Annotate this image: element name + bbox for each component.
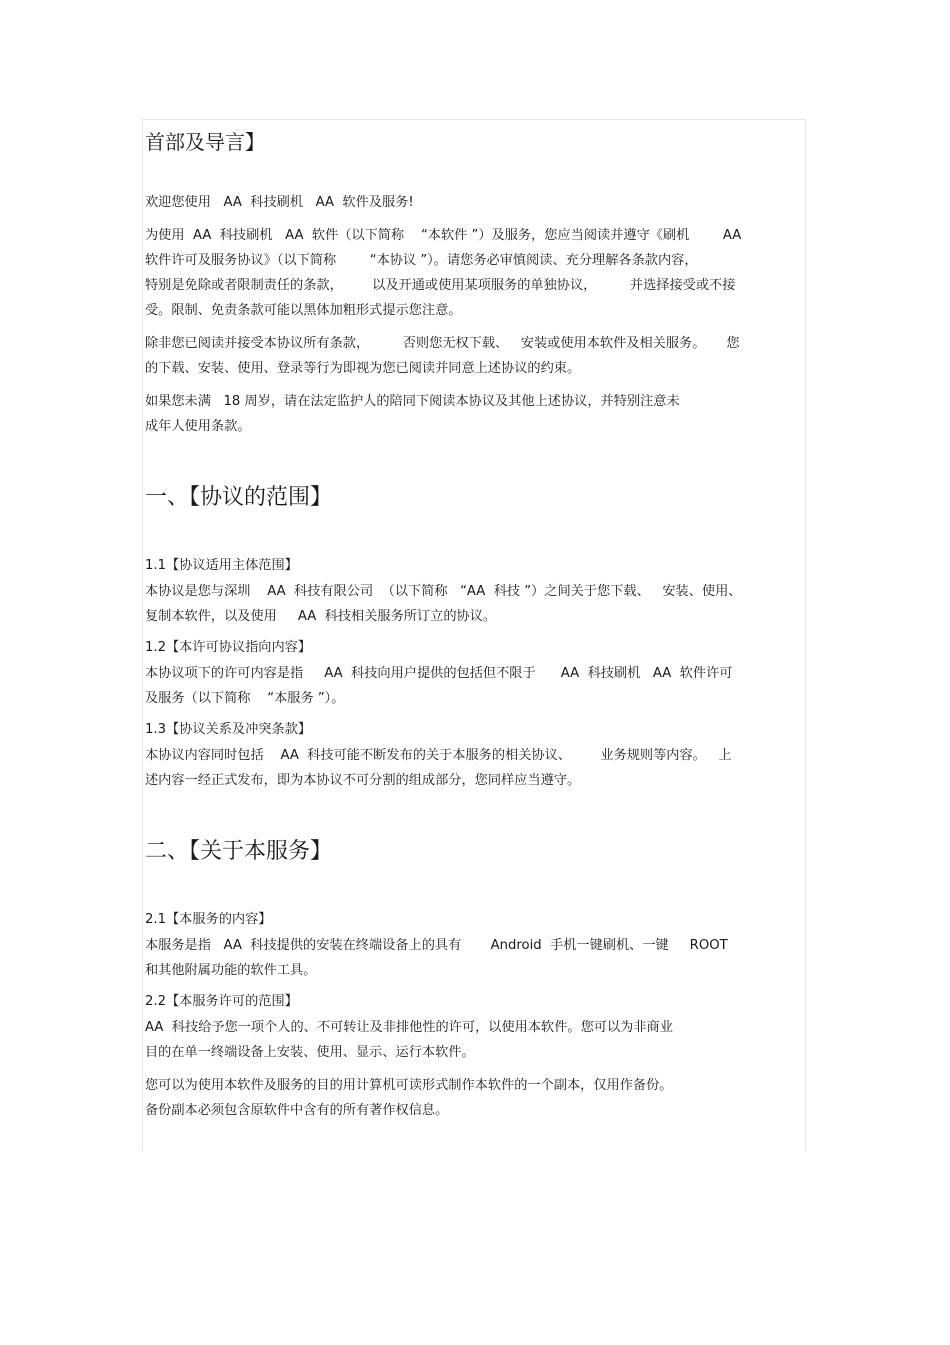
section-1-2-text: 本协议项下的许可内容是指 AA 科技向用户提供的包括但不限于 AA 科技刷机 AA 软件许可 及服务（以下简称 “本服务 ”）。: [145, 666, 733, 706]
intro-paragraph-welcome: 欢迎您使用 AA 科技刷机 AA 软件及服务!: [145, 195, 414, 210]
section-2-2-text: AA 科技给予您一项个人的、不可转让及非排他性的许可，以使用本软件。您可以为非商业 目的在单一终端设备上安装、使用、显示、运行本软件。: [145, 1020, 673, 1060]
document-page: [142, 119, 806, 1151]
section-1-title: 一、【协议的范围】: [145, 485, 333, 510]
intro-paragraph-minors: 如果您未满 18 周岁，请在法定监护人的陪同下阅读本协议及其他上述协议，并特别注意未 成年人使用条款。: [145, 394, 680, 434]
section-2-1-heading: 2.1【本服务的内容】: [145, 912, 272, 927]
section-2-1-text: 本服务是指 AA 科技提供的安装在终端设备上的具有 Android 手机一键刷机、一键 ROOT 和其他附属功能的软件工具。: [145, 938, 728, 978]
section-1-1-text: 本协议是您与深圳 AA 科技有限公司 （以下简称 “AA 科技 ”）之间关于您下载、 安装、使用、 复制本软件，以及使用 AA 科技相关服务所订立的协议。: [145, 584, 742, 624]
intro-title: 首部及导言】: [145, 130, 265, 154]
section-1-3-heading: 1.3【协议关系及冲突条款】: [145, 722, 312, 737]
section-1-1-heading: 1.1【协议适用主体范围】: [145, 558, 298, 573]
section-2-title: 二、【关于本服务】: [145, 839, 333, 864]
section-2-2-heading: 2.2【本服务许可的范围】: [145, 994, 298, 1009]
section-1-2-heading: 1.2【本许可协议指向内容】: [145, 640, 312, 655]
section-2-2-backup-text: 您可以为使用本软件及服务的目的用计算机可读形式制作本软件的一个副本，仅用作备份。 备份副本必须包含原软件中含有的所有著作权信息。: [145, 1078, 673, 1118]
document-content: [145, 128, 805, 1131]
intro-paragraph-reading: 为使用 AA 科技刷机 AA 软件（以下简称 “本软件 ”）及服务，您应当阅读并遵守《刷机 AA 软件许可及服务协议》（以下简称 “本协议 ”）。请您务必审慎阅读、充分理解各条款内容， 特别是免除或者限制责任的条款， 以及开通或使用某项服务的单独协议， 并选择接受或不接 受。限制、免责条款可能以黑体加粗形式提示您注意。: [145, 228, 742, 318]
section-1-3-text: 本协议内容同时包括 AA 科技可能不断发布的关于本服务的相关协议、 业务规则等内容。 上 述内容一经正式发布，即为本协议不可分割的组成部分，您同样应当遵守。: [145, 748, 732, 788]
intro-paragraph-acceptance: 除非您已阅读并接受本协议所有条款， 否则您无权下载、 安装或使用本软件及相关服务。 您 的下载、安装、使用、登录等行为即视为您已阅读并同意上述协议的约束。: [145, 336, 740, 376]
